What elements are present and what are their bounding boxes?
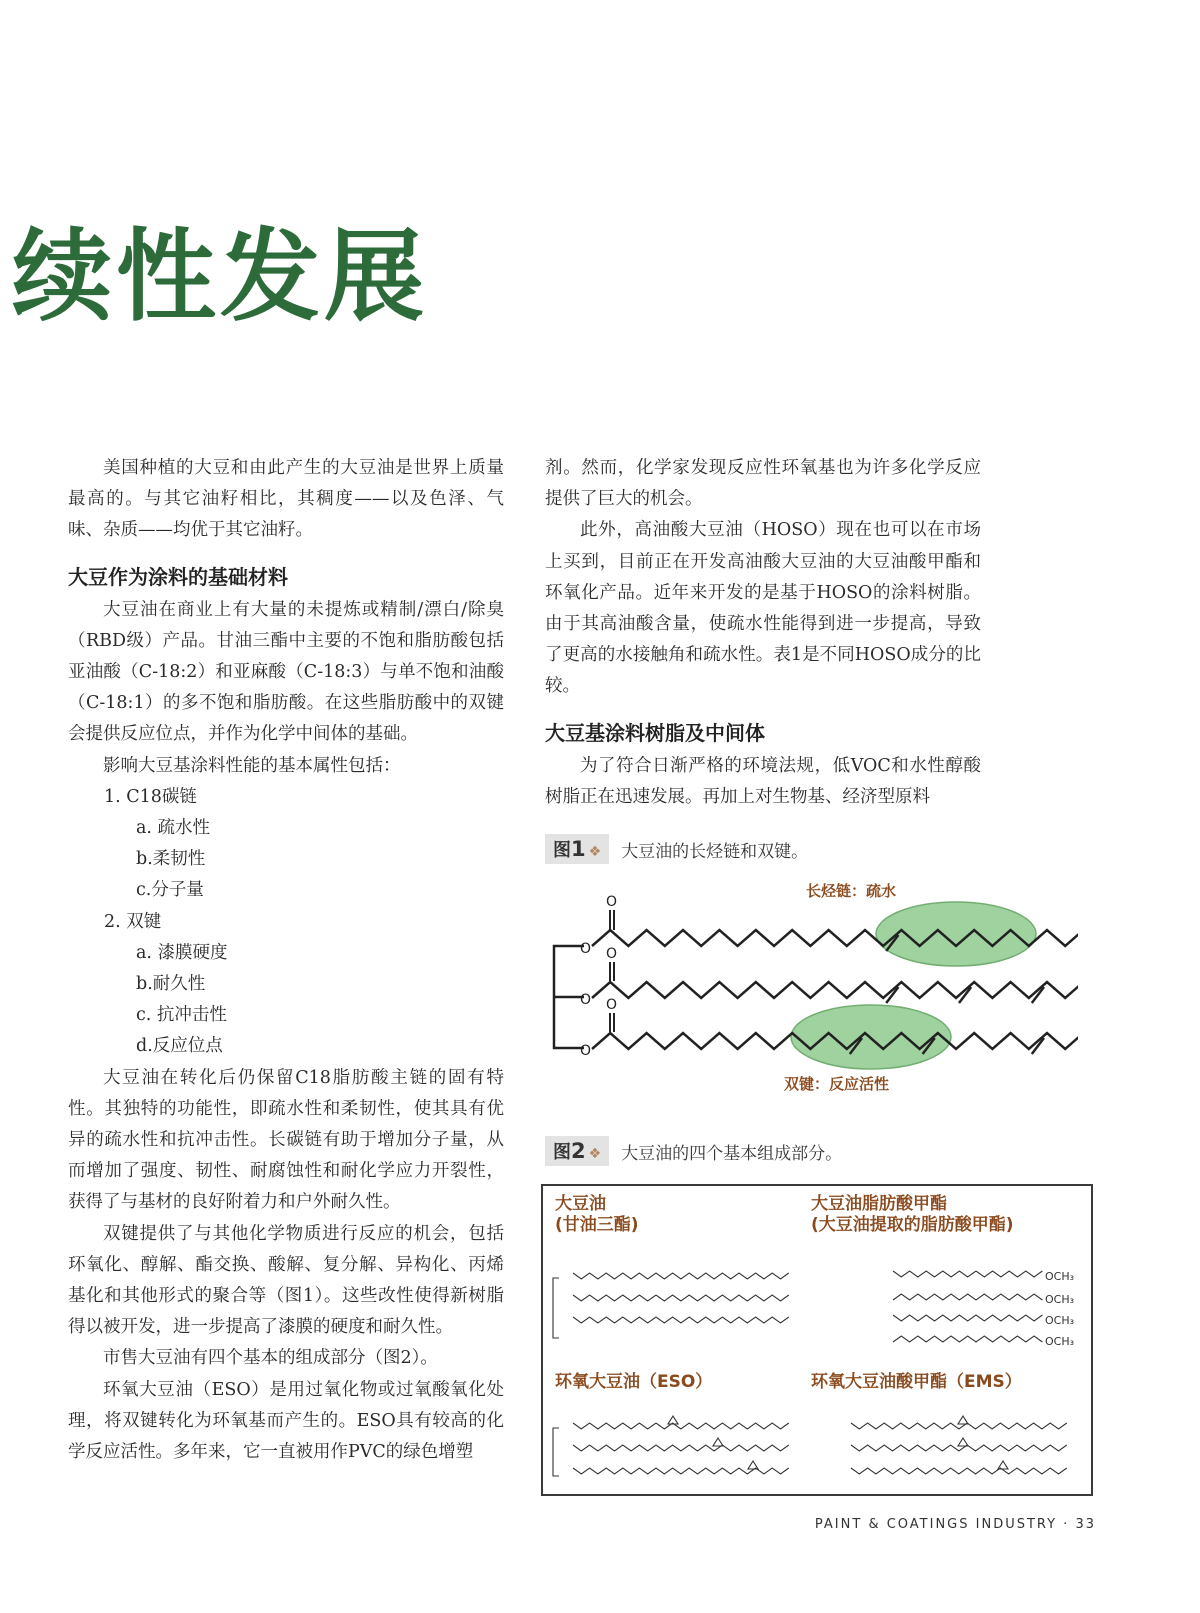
- paragraph: 大豆油在商业上有大量的未提炼或精制/漂白/除臭（RBD级）产品。甘油三酯中主要的不饱和脂肪酸包括亚油酸（C-18:2）和亚麻酸（C-18:3）与单不饱和油酸（C-18:1）的多不饱和脂肪酸。在这些脂肪酸中的双键会提供反应位点，并作为化学中间体的基础。: [68, 599, 504, 745]
- paragraph: 市售大豆油有四个基本的组成部分（图2）。: [103, 1348, 438, 1369]
- paragraph: 此外，高油酸大豆油（HOSO）现在也可以在市场上买到，目前正在开发高油酸大豆油的大豆油酸甲酯和环氧化产品。近年来开发的是基于HOSO的涂料树脂。由于其高油酸含量，使疏水性能得到进一步提高，导致了更高的水接触角和疏水性。表1是不同HOSO成分的比较。: [545, 520, 981, 697]
- list-item: a. 漆膜硬度: [136, 942, 228, 963]
- figure-2-components-box: [541, 1184, 1093, 1496]
- list-item: 2. 双键: [104, 911, 162, 932]
- list-item: c. 抗冲击性: [136, 1005, 227, 1026]
- och3-label-4: OCH₃: [1045, 1335, 1075, 1348]
- figure-2-caption-text: 大豆油的四个基本组成部分。: [621, 1143, 843, 1164]
- paragraph: 剂。然而，化学家发现反应性环氧基也为许多化学反应提供了巨大的机会。: [545, 458, 981, 510]
- paragraph: 影响大豆基涂料性能的基本属性包括：: [103, 755, 401, 776]
- list-item: 1. C18碳链: [104, 786, 197, 807]
- carbonyl-oxygen-3: O: [606, 997, 618, 1013]
- och3-label-1: OCH₃: [1045, 1270, 1075, 1283]
- ester-oxygen-3: O: [580, 1043, 592, 1059]
- list-item: c.分子量: [136, 880, 204, 901]
- list-item: b.柔韧性: [136, 849, 206, 870]
- figure-1-caption: [545, 834, 808, 864]
- list-item: b.耐久性: [136, 974, 206, 995]
- figure-2-structures: [543, 1186, 1091, 1494]
- och3-label-3: OCH₃: [1045, 1314, 1075, 1327]
- article-title: 续性发展: [12, 218, 428, 335]
- section-heading: 大豆基涂料树脂及中间体: [545, 720, 765, 745]
- fame-title: 大豆油脂肪酸甲酯 (大豆油提取的脂肪酸甲酯): [811, 1194, 1014, 1235]
- paragraph: 美国种植的大豆和由此产生的大豆油是世界上质量最高的。与其它油籽相比，其稠度——以及色泽、气味、杂质——均优于其它油籽。: [68, 458, 504, 541]
- figure-1-tag: 图1 ❖: [545, 834, 609, 864]
- double-bond-label: 双键：反应活性: [784, 1075, 890, 1093]
- figure-1-caption-text: 大豆油的长烃链和双键。: [621, 841, 809, 862]
- hydrocarbon-chain-highlight: [876, 902, 1036, 966]
- figure-2-caption: [545, 1136, 842, 1166]
- soybean-oil-title: 大豆油 (甘油三酯): [555, 1194, 639, 1235]
- eso-title: 环氧大豆油（ESO）: [555, 1372, 713, 1392]
- paragraph: 环氧大豆油（ESO）是用过氧化物或过氧酸氧化处理，将双键转化为环氧基而产生的。ESO具有较高的化学反应活性。多年来，它一直被用作PVC的绿色增塑: [68, 1379, 504, 1463]
- figure-1-triglyceride-diagram: [548, 874, 1078, 1106]
- figure-2-tag: 图2 ❖: [545, 1136, 609, 1166]
- section-heading: 大豆作为涂料的基础材料: [68, 564, 288, 589]
- carbonyl-oxygen-1: O: [606, 894, 618, 910]
- list-item: a. 疏水性: [136, 818, 211, 839]
- ester-oxygen-2: O: [580, 992, 592, 1008]
- list-item: d.反应位点: [136, 1036, 223, 1057]
- paragraph: 双键提供了与其他化学物质进行反应的机会，包括环氧化、醇解、酯交换、酸解、复分解、异构化、丙烯基化和其他形式的聚合等（图1）。这些改性使得新树脂得以被开发，进一步提高了漆膜的硬度和耐久性。: [68, 1223, 504, 1338]
- hydrocarbon-label: 长烃链：疏水: [806, 882, 897, 900]
- paragraph: 为了符合日渐严格的环境法规，低VOC和水性醇酸树脂正在迅速发展。再加上对生物基、经济型原料: [545, 755, 981, 807]
- page-footer: PAINT & COATINGS INDUSTRY · 33: [814, 1517, 1096, 1532]
- paragraph: 大豆油在转化后仍保留C18脂肪酸主链的固有特性。其独特的功能性，即疏水性和柔韧性，使其具有优异的疏水性和抗冲击性。长碳链有助于增加分子量，从而增加了强度、韧性、耐腐蚀性和耐化学应力开裂性，获得了与基材的良好附着力和户外耐久性。: [68, 1067, 504, 1213]
- carbonyl-oxygen-2: O: [606, 946, 618, 962]
- ester-oxygen-1: O: [580, 941, 592, 957]
- left-column: [68, 453, 504, 1468]
- ems-title: 环氧大豆油酸甲酯（EMS）: [811, 1372, 1022, 1392]
- right-column: [545, 453, 981, 813]
- och3-label-2: OCH₃: [1045, 1293, 1075, 1306]
